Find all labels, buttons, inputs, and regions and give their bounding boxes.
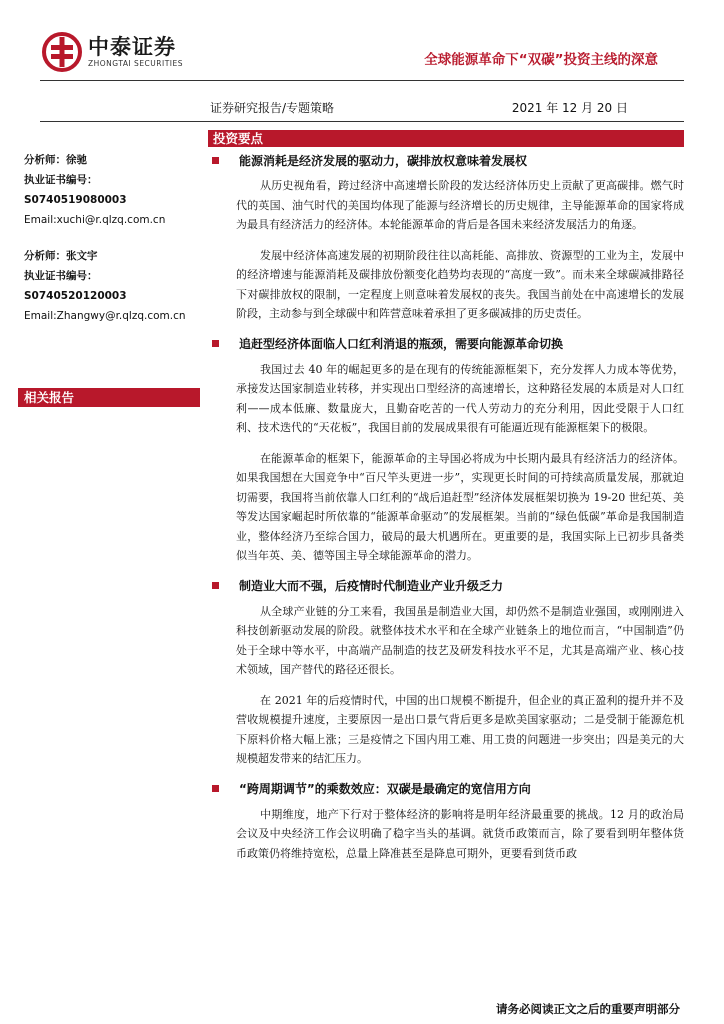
logo-chinese-name: 中泰证券 [88, 35, 176, 59]
meta-divider [40, 121, 684, 122]
sidebar [24, 150, 200, 326]
analyst-card [24, 246, 200, 326]
zhongtai-logo-icon [42, 32, 82, 72]
analyst-email[interactable]: Email:Zhangwy@r.qlzq.com.cn [24, 310, 186, 322]
company-logo [42, 32, 183, 72]
body-paragraph: 中期维度，地产下行对于整体经济的影响将是明年经济最重要的挑战。12 月的政治局会议及中央经济工作会议明确了稳字当头的基调。就货币政策而言，除了要看到明年整体货币政策仍将维持宽松，总量上降准甚至是降息可期外，更要看到货币政 [236, 807, 684, 860]
body-paragraph: 从历史视角看，跨过经济中高速增长阶段的发达经济体历史上贡献了更高碳排。燃气时代的英国、油气时代的美国均体现了能源与经济增长的历史规律，主导能源革命的国家将成为最具有经济活力的经济体。本轮能源革命的背后是各国未来经济发展活力的角逐。 [236, 179, 684, 231]
body-paragraph: 在能源革命的框架下，能源革命的主导国必将成为中长期内最具有经济活力的经济体。如果我国想在大国竞争中“百尺竿头更进一步”，实现更长时间的可持续高质量发展，那就迫切需要，我国将当前依靠人口红利的“战后追赶型”经济体发展框架切换为 19-20 世纪英、美等发达国家崛起时所依靠的“能源革命驱动”的发展框架。当前的“绿色低碳”革命是我国制造业，整体经济乃至综合国力，破局的最大机遇所在。更重要的是，我国实际上已初步具备类似当年英、美、德等国主导全球能源革命的潜力。 [236, 451, 684, 562]
body-paragraph: 发展中经济体高速发展的初期阶段往往以高耗能、高排放、资源型的工业为主，发展中的经济增速与能源消耗及碳排放份额变化趋势均表现的“高度一致”。而未来全球碳减排路径下对碳排放权的限制，一定程度上则意味着发展权的丧失。我国当前处在中高速增长的发展阶段，主动参与到全球碳中和阵营意味着承担了更多碳减排的历史责任。 [236, 248, 684, 320]
bullet-square-icon [212, 785, 219, 792]
report-date: 2021 年 12 月 20 日 [511, 101, 628, 115]
main-content [208, 150, 684, 863]
analyst-name: 分析师：徐驰 [24, 154, 87, 166]
body-paragraph: 从全球产业链的分工来看，我国虽是制造业大国，却仍然不是制造业强国，或刚刚进入科技创新驱动发展的阶段。就整体技术水平和在全球产业链条上的地位而言，“中国制造”仍处于全球中等水平，中高端产品制造的技艺及研发科技水平不足，尤其是高端产业、核心技术领域，国产替代的路径还很长。 [236, 604, 684, 676]
heading-text: 制造业大而不强，后疫情时代制造业产业升级乏力 [239, 579, 504, 593]
header-divider [40, 80, 684, 81]
bullet-square-icon [212, 157, 219, 164]
bullet-square-icon [212, 582, 219, 589]
logo-english-name: ZHONGTAI SECURITIES [88, 59, 184, 68]
disclaimer-footer: 请务必阅读正文之后的重要声明部分 [496, 1002, 680, 1016]
analyst-email[interactable]: Email:xuchi@r.qlzq.com.cn [24, 214, 166, 226]
bullet-square-icon [212, 340, 219, 347]
key-point-heading [212, 334, 684, 354]
report-category: 证券研究报告/专题策略 [210, 101, 335, 115]
key-point-heading [212, 150, 684, 170]
analyst-card [24, 150, 200, 230]
analyst-license: 执业证书编号：S0740519080003 [24, 174, 127, 206]
report-title: 全球能源革命下“双碳”投资主线的深意 [424, 52, 658, 68]
heading-text: “跨周期调节”的乘数效应：双碳是最确定的宽信用方向 [239, 782, 531, 796]
key-point-block [208, 334, 684, 566]
section-title-bar: 投资要点 [208, 130, 684, 147]
body-paragraph: 我国过去 40 年的崛起更多的是在现有的传统能源框架下，充分发挥人力成本等优势，承接发达国家制造业转移，并实现出口型经济的高速增长，这种路径发展的本质是对人口红利——成本低廉、数量庞大，且勤奋吃苦的一代人劳动力的充分利用，因此受限于人口红利、技术迭代的“天花板”，我国目前的发展成果很有可能逼近现有能源框架下的极限。 [236, 362, 684, 434]
report-meta [210, 99, 628, 116]
key-point-block [208, 576, 684, 769]
related-reports-bar: 相关报告 [18, 388, 200, 407]
key-point-block [208, 150, 684, 324]
analyst-license: 执业证书编号：S0740520120003 [24, 270, 127, 302]
key-point-heading [212, 576, 684, 596]
body-paragraph: 在 2021 年的后疫情时代，中国的出口规模不断提升，但企业的真正盈利的提升并不及营收规模提升速度，主要原因一是出口景气背后更多是欧美国家驱动；二是受制于能源危机下原料价格大幅上涨；三是疫情之下国内用工难、用工贵的问题进一步突出；四是美元的大规模超发带来的结汇压力。 [236, 693, 684, 765]
analyst-name: 分析师：张文宇 [24, 250, 98, 262]
key-point-block [208, 779, 684, 864]
heading-text: 能源消耗是经济发展的驱动力，碳排放权意味着发展权 [239, 153, 528, 168]
key-point-heading [212, 779, 684, 799]
heading-text: 追赶型经济体面临人口红利消退的瓶颈，需要向能源革命切换 [239, 337, 564, 351]
